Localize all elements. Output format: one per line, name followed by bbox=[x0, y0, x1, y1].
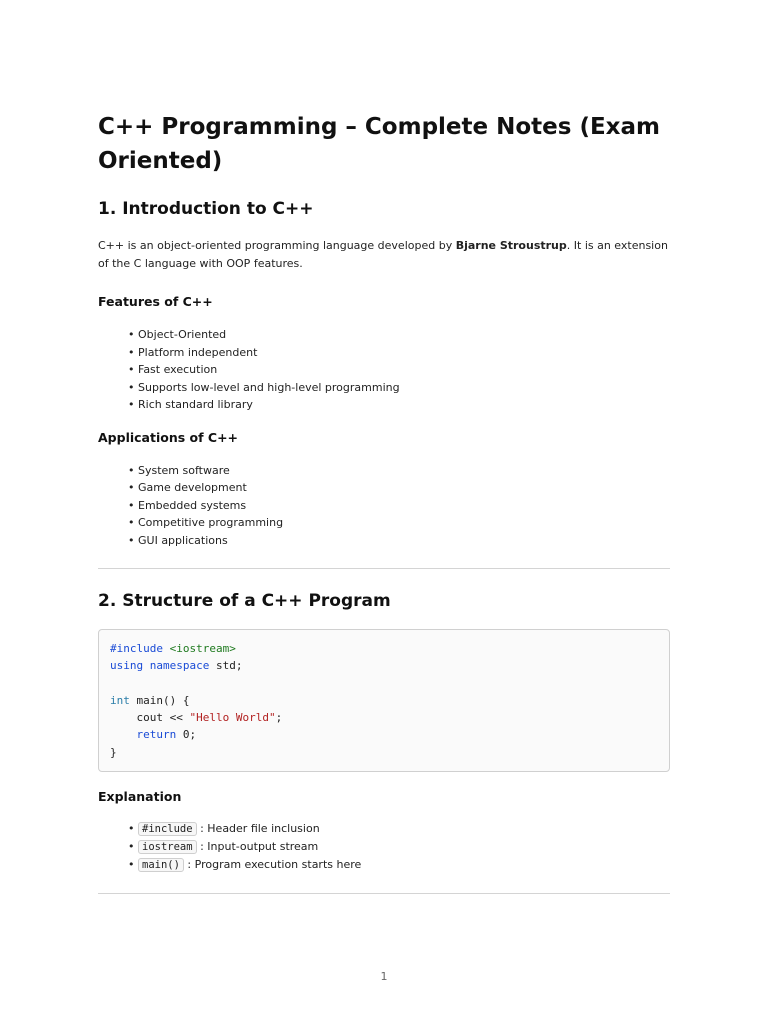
intro-author-name: Bjarne Stroustrup bbox=[455, 239, 567, 252]
intro-text-end: . It is an extension of the C language with OOP features. bbox=[98, 239, 668, 270]
explanation-heading: Explanation bbox=[98, 789, 182, 805]
applications-heading: Applications of C++ bbox=[98, 429, 239, 445]
code-keyword: namespace bbox=[149, 659, 210, 673]
code-text: 0; bbox=[176, 728, 197, 742]
code-text: std; bbox=[209, 659, 243, 673]
code-text: ; bbox=[275, 711, 283, 725]
document-title: C++ Programming – Complete Notes (Exam Oriented) bbox=[98, 114, 661, 174]
code-keyword: return bbox=[136, 728, 177, 742]
list-item: • System software bbox=[128, 462, 670, 480]
code-string: "Hello World" bbox=[189, 711, 276, 725]
section-divider bbox=[98, 568, 670, 569]
code-text: cout << bbox=[110, 711, 190, 725]
applications-list bbox=[98, 462, 670, 550]
list-item: • Competitive programming bbox=[128, 514, 670, 532]
explanation-list bbox=[98, 820, 670, 874]
list-item bbox=[128, 838, 670, 856]
intro-paragraph bbox=[98, 237, 670, 273]
section-2-heading: 2. Structure of a C++ Program bbox=[98, 591, 391, 611]
inline-code: #include bbox=[138, 822, 197, 836]
section-1-heading: 1. Introduction to C++ bbox=[98, 199, 314, 219]
list-item bbox=[128, 856, 670, 874]
list-item: • Game development bbox=[128, 479, 670, 497]
list-item: • GUI applications bbox=[128, 532, 670, 550]
inline-code: iostream bbox=[138, 840, 197, 854]
list-item-text: : Program execution starts here bbox=[183, 858, 362, 872]
code-type: int bbox=[110, 693, 130, 707]
list-item: • Embedded systems bbox=[128, 497, 670, 515]
features-list bbox=[98, 326, 670, 414]
document-page bbox=[98, 110, 670, 894]
code-text: main() { bbox=[129, 693, 190, 707]
code-block bbox=[98, 629, 670, 772]
list-item: • Object-Oriented bbox=[128, 326, 670, 344]
inline-code: main() bbox=[138, 858, 184, 872]
features-heading: Features of C++ bbox=[98, 294, 213, 309]
intro-text-start: C++ is an object-oriented programming language developed by bbox=[98, 239, 456, 252]
list-item-text: : Header file inclusion bbox=[196, 822, 320, 836]
section-divider bbox=[98, 893, 670, 894]
code-directive: #include bbox=[110, 642, 163, 655]
list-item: • Rich standard library bbox=[128, 396, 670, 414]
list-item: • Platform independent bbox=[128, 344, 670, 362]
list-item-text: : Input-output stream bbox=[196, 840, 319, 854]
code-text: } bbox=[110, 745, 117, 759]
code-header-name: <iostream> bbox=[169, 642, 236, 655]
list-item: • Supports low-level and high-level programming bbox=[128, 379, 670, 397]
list-item: • Fast execution bbox=[128, 361, 670, 379]
page-number: 1 bbox=[380, 970, 388, 983]
list-item bbox=[128, 820, 670, 838]
code-keyword: using bbox=[110, 659, 144, 673]
